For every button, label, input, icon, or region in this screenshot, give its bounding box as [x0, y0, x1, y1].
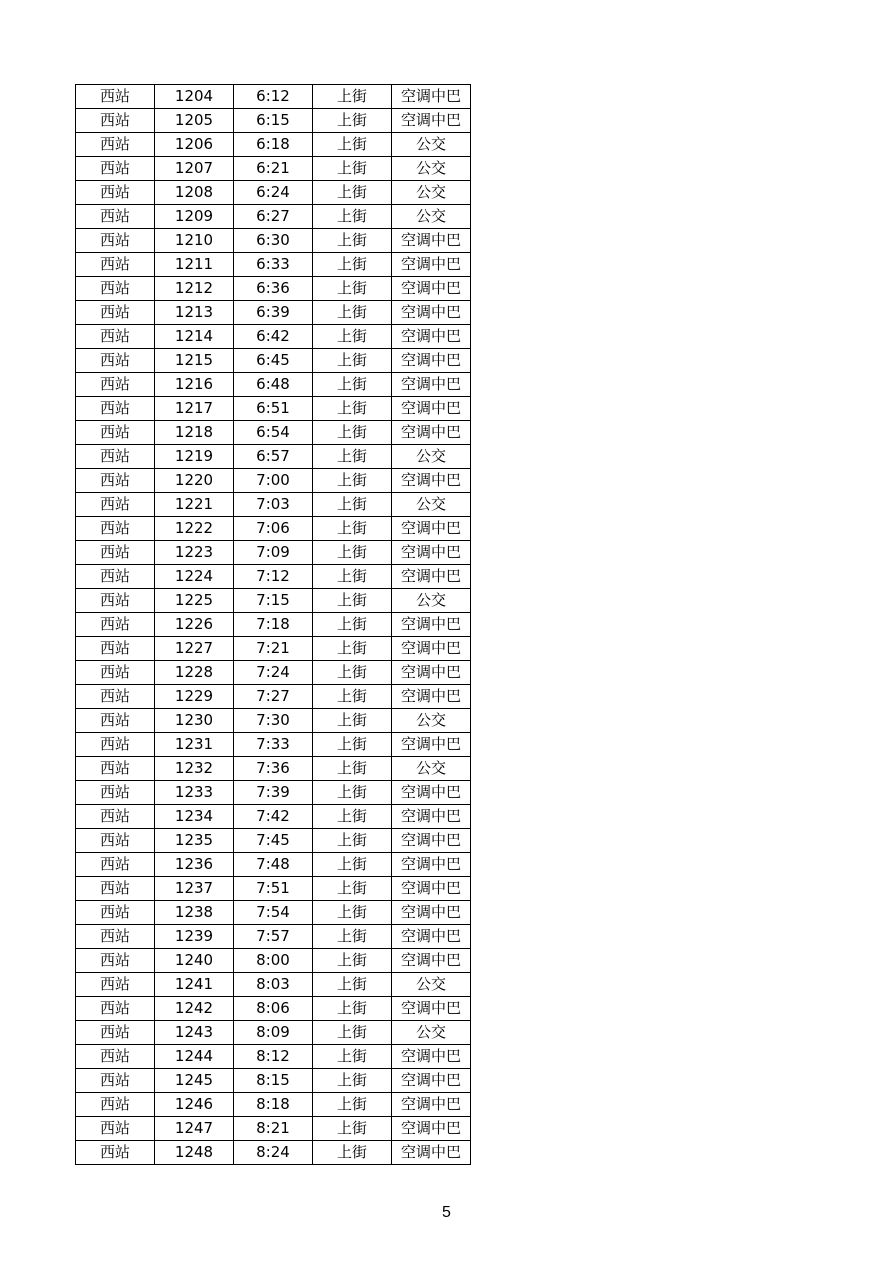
vehicle-type-cell: 空调中巴 [392, 253, 471, 277]
destination-cell: 上街 [313, 805, 392, 829]
destination-cell: 上街 [313, 997, 392, 1021]
vehicle-type-cell: 空调中巴 [392, 949, 471, 973]
table-row [76, 229, 471, 253]
vehicle-type-cell: 空调中巴 [392, 373, 471, 397]
origin-cell: 西站 [76, 949, 155, 973]
departure-time-cell: 7:51 [234, 877, 313, 901]
vehicle-type-cell: 空调中巴 [392, 685, 471, 709]
departure-time-cell: 6:27 [234, 205, 313, 229]
bus-number-cell: 1205 [155, 109, 234, 133]
vehicle-type-cell: 公交 [392, 157, 471, 181]
table-row [76, 1021, 471, 1045]
departure-time-cell: 7:33 [234, 733, 313, 757]
departure-time-cell: 7:06 [234, 517, 313, 541]
table-row [76, 205, 471, 229]
destination-cell: 上街 [313, 373, 392, 397]
vehicle-type-cell: 空调中巴 [392, 661, 471, 685]
vehicle-type-cell: 空调中巴 [392, 469, 471, 493]
bus-number-cell: 1225 [155, 589, 234, 613]
bus-number-cell: 1248 [155, 1141, 234, 1165]
destination-cell: 上街 [313, 181, 392, 205]
destination-cell: 上街 [313, 397, 392, 421]
bus-number-cell: 1211 [155, 253, 234, 277]
destination-cell: 上街 [313, 493, 392, 517]
vehicle-type-cell: 空调中巴 [392, 877, 471, 901]
origin-cell: 西站 [76, 1093, 155, 1117]
origin-cell: 西站 [76, 205, 155, 229]
bus-number-cell: 1218 [155, 421, 234, 445]
table-row [76, 85, 471, 109]
vehicle-type-cell: 空调中巴 [392, 1141, 471, 1165]
table-row [76, 781, 471, 805]
table-row [76, 853, 471, 877]
destination-cell: 上街 [313, 709, 392, 733]
table-row [76, 997, 471, 1021]
schedule-table-body [76, 85, 471, 1165]
bus-number-cell: 1223 [155, 541, 234, 565]
destination-cell: 上街 [313, 1021, 392, 1045]
destination-cell: 上街 [313, 565, 392, 589]
origin-cell: 西站 [76, 901, 155, 925]
origin-cell: 西站 [76, 397, 155, 421]
origin-cell: 西站 [76, 373, 155, 397]
bus-number-cell: 1224 [155, 565, 234, 589]
bus-number-cell: 1216 [155, 373, 234, 397]
destination-cell: 上街 [313, 133, 392, 157]
vehicle-type-cell: 公交 [392, 709, 471, 733]
schedule-table [75, 84, 471, 1165]
bus-number-cell: 1219 [155, 445, 234, 469]
departure-time-cell: 6:48 [234, 373, 313, 397]
bus-number-cell: 1238 [155, 901, 234, 925]
departure-time-cell: 7:39 [234, 781, 313, 805]
departure-time-cell: 8:12 [234, 1045, 313, 1069]
departure-time-cell: 8:00 [234, 949, 313, 973]
table-row [76, 589, 471, 613]
departure-time-cell: 7:42 [234, 805, 313, 829]
table-row [76, 637, 471, 661]
destination-cell: 上街 [313, 685, 392, 709]
vehicle-type-cell: 空调中巴 [392, 85, 471, 109]
table-row [76, 925, 471, 949]
origin-cell: 西站 [76, 1141, 155, 1165]
table-row [76, 829, 471, 853]
table-row [76, 517, 471, 541]
bus-number-cell: 1232 [155, 757, 234, 781]
destination-cell: 上街 [313, 901, 392, 925]
vehicle-type-cell: 空调中巴 [392, 613, 471, 637]
bus-number-cell: 1212 [155, 277, 234, 301]
departure-time-cell: 8:18 [234, 1093, 313, 1117]
departure-time-cell: 6:57 [234, 445, 313, 469]
destination-cell: 上街 [313, 301, 392, 325]
bus-number-cell: 1247 [155, 1117, 234, 1141]
vehicle-type-cell: 空调中巴 [392, 325, 471, 349]
destination-cell: 上街 [313, 421, 392, 445]
vehicle-type-cell: 空调中巴 [392, 1069, 471, 1093]
vehicle-type-cell: 空调中巴 [392, 301, 471, 325]
destination-cell: 上街 [313, 349, 392, 373]
origin-cell: 西站 [76, 805, 155, 829]
departure-time-cell: 8:15 [234, 1069, 313, 1093]
bus-number-cell: 1215 [155, 349, 234, 373]
table-row [76, 685, 471, 709]
bus-number-cell: 1208 [155, 181, 234, 205]
vehicle-type-cell: 空调中巴 [392, 517, 471, 541]
vehicle-type-cell: 空调中巴 [392, 781, 471, 805]
bus-number-cell: 1226 [155, 613, 234, 637]
bus-number-cell: 1221 [155, 493, 234, 517]
origin-cell: 西站 [76, 445, 155, 469]
vehicle-type-cell: 空调中巴 [392, 541, 471, 565]
vehicle-type-cell: 空调中巴 [392, 997, 471, 1021]
bus-number-cell: 1233 [155, 781, 234, 805]
bus-number-cell: 1241 [155, 973, 234, 997]
destination-cell: 上街 [313, 925, 392, 949]
bus-number-cell: 1220 [155, 469, 234, 493]
destination-cell: 上街 [313, 517, 392, 541]
departure-time-cell: 6:42 [234, 325, 313, 349]
origin-cell: 西站 [76, 157, 155, 181]
departure-time-cell: 8:03 [234, 973, 313, 997]
table-row [76, 301, 471, 325]
bus-number-cell: 1237 [155, 877, 234, 901]
departure-time-cell: 7:00 [234, 469, 313, 493]
vehicle-type-cell: 公交 [392, 181, 471, 205]
destination-cell: 上街 [313, 325, 392, 349]
table-row [76, 709, 471, 733]
table-row [76, 493, 471, 517]
bus-number-cell: 1246 [155, 1093, 234, 1117]
table-row [76, 1141, 471, 1165]
departure-time-cell: 8:09 [234, 1021, 313, 1045]
vehicle-type-cell: 空调中巴 [392, 109, 471, 133]
table-row [76, 949, 471, 973]
vehicle-type-cell: 空调中巴 [392, 565, 471, 589]
origin-cell: 西站 [76, 517, 155, 541]
destination-cell: 上街 [313, 949, 392, 973]
vehicle-type-cell: 空调中巴 [392, 805, 471, 829]
table-row [76, 541, 471, 565]
departure-time-cell: 8:24 [234, 1141, 313, 1165]
origin-cell: 西站 [76, 421, 155, 445]
departure-time-cell: 7:30 [234, 709, 313, 733]
bus-number-cell: 1245 [155, 1069, 234, 1093]
origin-cell: 西站 [76, 829, 155, 853]
table-row [76, 1069, 471, 1093]
table-row [76, 613, 471, 637]
origin-cell: 西站 [76, 973, 155, 997]
bus-number-cell: 1243 [155, 1021, 234, 1045]
departure-time-cell: 7:21 [234, 637, 313, 661]
table-row [76, 973, 471, 997]
table-row [76, 397, 471, 421]
vehicle-type-cell: 空调中巴 [392, 1093, 471, 1117]
vehicle-type-cell: 空调中巴 [392, 397, 471, 421]
table-row [76, 877, 471, 901]
departure-time-cell: 7:24 [234, 661, 313, 685]
vehicle-type-cell: 公交 [392, 589, 471, 613]
destination-cell: 上街 [313, 661, 392, 685]
departure-time-cell: 6:30 [234, 229, 313, 253]
origin-cell: 西站 [76, 1021, 155, 1045]
destination-cell: 上街 [313, 973, 392, 997]
origin-cell: 西站 [76, 277, 155, 301]
destination-cell: 上街 [313, 733, 392, 757]
origin-cell: 西站 [76, 469, 155, 493]
vehicle-type-cell: 空调中巴 [392, 277, 471, 301]
origin-cell: 西站 [76, 613, 155, 637]
origin-cell: 西站 [76, 301, 155, 325]
departure-time-cell: 7:27 [234, 685, 313, 709]
destination-cell: 上街 [313, 829, 392, 853]
destination-cell: 上街 [313, 469, 392, 493]
departure-time-cell: 6:15 [234, 109, 313, 133]
table-row [76, 445, 471, 469]
origin-cell: 西站 [76, 925, 155, 949]
page-number: 5 [442, 1204, 451, 1221]
departure-time-cell: 6:24 [234, 181, 313, 205]
departure-time-cell: 6:45 [234, 349, 313, 373]
table-row [76, 349, 471, 373]
table-row [76, 1045, 471, 1069]
vehicle-type-cell: 公交 [392, 133, 471, 157]
bus-number-cell: 1234 [155, 805, 234, 829]
vehicle-type-cell: 公交 [392, 757, 471, 781]
origin-cell: 西站 [76, 541, 155, 565]
departure-time-cell: 7:15 [234, 589, 313, 613]
departure-time-cell: 7:18 [234, 613, 313, 637]
destination-cell: 上街 [313, 1093, 392, 1117]
origin-cell: 西站 [76, 757, 155, 781]
origin-cell: 西站 [76, 493, 155, 517]
bus-number-cell: 1204 [155, 85, 234, 109]
destination-cell: 上街 [313, 445, 392, 469]
table-row [76, 805, 471, 829]
table-row [76, 133, 471, 157]
destination-cell: 上街 [313, 589, 392, 613]
destination-cell: 上街 [313, 85, 392, 109]
origin-cell: 西站 [76, 133, 155, 157]
origin-cell: 西站 [76, 781, 155, 805]
origin-cell: 西站 [76, 709, 155, 733]
table-row [76, 373, 471, 397]
bus-number-cell: 1239 [155, 925, 234, 949]
destination-cell: 上街 [313, 253, 392, 277]
origin-cell: 西站 [76, 253, 155, 277]
vehicle-type-cell: 空调中巴 [392, 901, 471, 925]
bus-number-cell: 1242 [155, 997, 234, 1021]
bus-number-cell: 1235 [155, 829, 234, 853]
destination-cell: 上街 [313, 1117, 392, 1141]
origin-cell: 西站 [76, 637, 155, 661]
origin-cell: 西站 [76, 565, 155, 589]
origin-cell: 西站 [76, 997, 155, 1021]
table-row [76, 157, 471, 181]
table-row [76, 469, 471, 493]
vehicle-type-cell: 空调中巴 [392, 229, 471, 253]
departure-time-cell: 7:36 [234, 757, 313, 781]
table-row [76, 253, 471, 277]
table-row [76, 421, 471, 445]
departure-time-cell: 8:21 [234, 1117, 313, 1141]
destination-cell: 上街 [313, 229, 392, 253]
origin-cell: 西站 [76, 349, 155, 373]
origin-cell: 西站 [76, 1117, 155, 1141]
destination-cell: 上街 [313, 613, 392, 637]
bus-number-cell: 1222 [155, 517, 234, 541]
destination-cell: 上街 [313, 1141, 392, 1165]
destination-cell: 上街 [313, 157, 392, 181]
table-row [76, 181, 471, 205]
destination-cell: 上街 [313, 877, 392, 901]
table-row [76, 277, 471, 301]
destination-cell: 上街 [313, 637, 392, 661]
vehicle-type-cell: 公交 [392, 205, 471, 229]
vehicle-type-cell: 公交 [392, 493, 471, 517]
departure-time-cell: 7:57 [234, 925, 313, 949]
vehicle-type-cell: 空调中巴 [392, 1045, 471, 1069]
vehicle-type-cell: 空调中巴 [392, 349, 471, 373]
bus-number-cell: 1229 [155, 685, 234, 709]
bus-number-cell: 1207 [155, 157, 234, 181]
table-row [76, 1093, 471, 1117]
bus-number-cell: 1206 [155, 133, 234, 157]
departure-time-cell: 6:21 [234, 157, 313, 181]
destination-cell: 上街 [313, 541, 392, 565]
origin-cell: 西站 [76, 229, 155, 253]
bus-number-cell: 1244 [155, 1045, 234, 1069]
departure-time-cell: 6:39 [234, 301, 313, 325]
departure-time-cell: 8:06 [234, 997, 313, 1021]
vehicle-type-cell: 空调中巴 [392, 853, 471, 877]
departure-time-cell: 7:54 [234, 901, 313, 925]
departure-time-cell: 7:45 [234, 829, 313, 853]
origin-cell: 西站 [76, 181, 155, 205]
origin-cell: 西站 [76, 853, 155, 877]
destination-cell: 上街 [313, 109, 392, 133]
bus-number-cell: 1227 [155, 637, 234, 661]
bus-number-cell: 1210 [155, 229, 234, 253]
departure-time-cell: 6:51 [234, 397, 313, 421]
departure-time-cell: 7:48 [234, 853, 313, 877]
bus-number-cell: 1236 [155, 853, 234, 877]
destination-cell: 上街 [313, 1069, 392, 1093]
departure-time-cell: 7:03 [234, 493, 313, 517]
table-row [76, 1117, 471, 1141]
origin-cell: 西站 [76, 877, 155, 901]
origin-cell: 西站 [76, 661, 155, 685]
table-row [76, 733, 471, 757]
vehicle-type-cell: 公交 [392, 1021, 471, 1045]
destination-cell: 上街 [313, 277, 392, 301]
departure-time-cell: 6:36 [234, 277, 313, 301]
destination-cell: 上街 [313, 1045, 392, 1069]
origin-cell: 西站 [76, 85, 155, 109]
table-row [76, 757, 471, 781]
departure-time-cell: 7:12 [234, 565, 313, 589]
table-row [76, 661, 471, 685]
departure-time-cell: 6:18 [234, 133, 313, 157]
vehicle-type-cell: 空调中巴 [392, 637, 471, 661]
departure-time-cell: 6:12 [234, 85, 313, 109]
vehicle-type-cell: 空调中巴 [392, 829, 471, 853]
origin-cell: 西站 [76, 109, 155, 133]
vehicle-type-cell: 空调中巴 [392, 925, 471, 949]
vehicle-type-cell: 空调中巴 [392, 1117, 471, 1141]
origin-cell: 西站 [76, 1045, 155, 1069]
vehicle-type-cell: 公交 [392, 445, 471, 469]
bus-number-cell: 1228 [155, 661, 234, 685]
bus-number-cell: 1209 [155, 205, 234, 229]
table-row [76, 109, 471, 133]
destination-cell: 上街 [313, 205, 392, 229]
departure-time-cell: 7:09 [234, 541, 313, 565]
table-row [76, 901, 471, 925]
table-row [76, 565, 471, 589]
vehicle-type-cell: 空调中巴 [392, 421, 471, 445]
bus-number-cell: 1240 [155, 949, 234, 973]
destination-cell: 上街 [313, 781, 392, 805]
table-row [76, 325, 471, 349]
departure-time-cell: 6:54 [234, 421, 313, 445]
vehicle-type-cell: 公交 [392, 973, 471, 997]
bus-number-cell: 1214 [155, 325, 234, 349]
bus-number-cell: 1230 [155, 709, 234, 733]
bus-number-cell: 1213 [155, 301, 234, 325]
origin-cell: 西站 [76, 589, 155, 613]
origin-cell: 西站 [76, 685, 155, 709]
bus-number-cell: 1217 [155, 397, 234, 421]
destination-cell: 上街 [313, 853, 392, 877]
origin-cell: 西站 [76, 733, 155, 757]
bus-number-cell: 1231 [155, 733, 234, 757]
origin-cell: 西站 [76, 1069, 155, 1093]
departure-time-cell: 6:33 [234, 253, 313, 277]
vehicle-type-cell: 空调中巴 [392, 733, 471, 757]
origin-cell: 西站 [76, 325, 155, 349]
destination-cell: 上街 [313, 757, 392, 781]
